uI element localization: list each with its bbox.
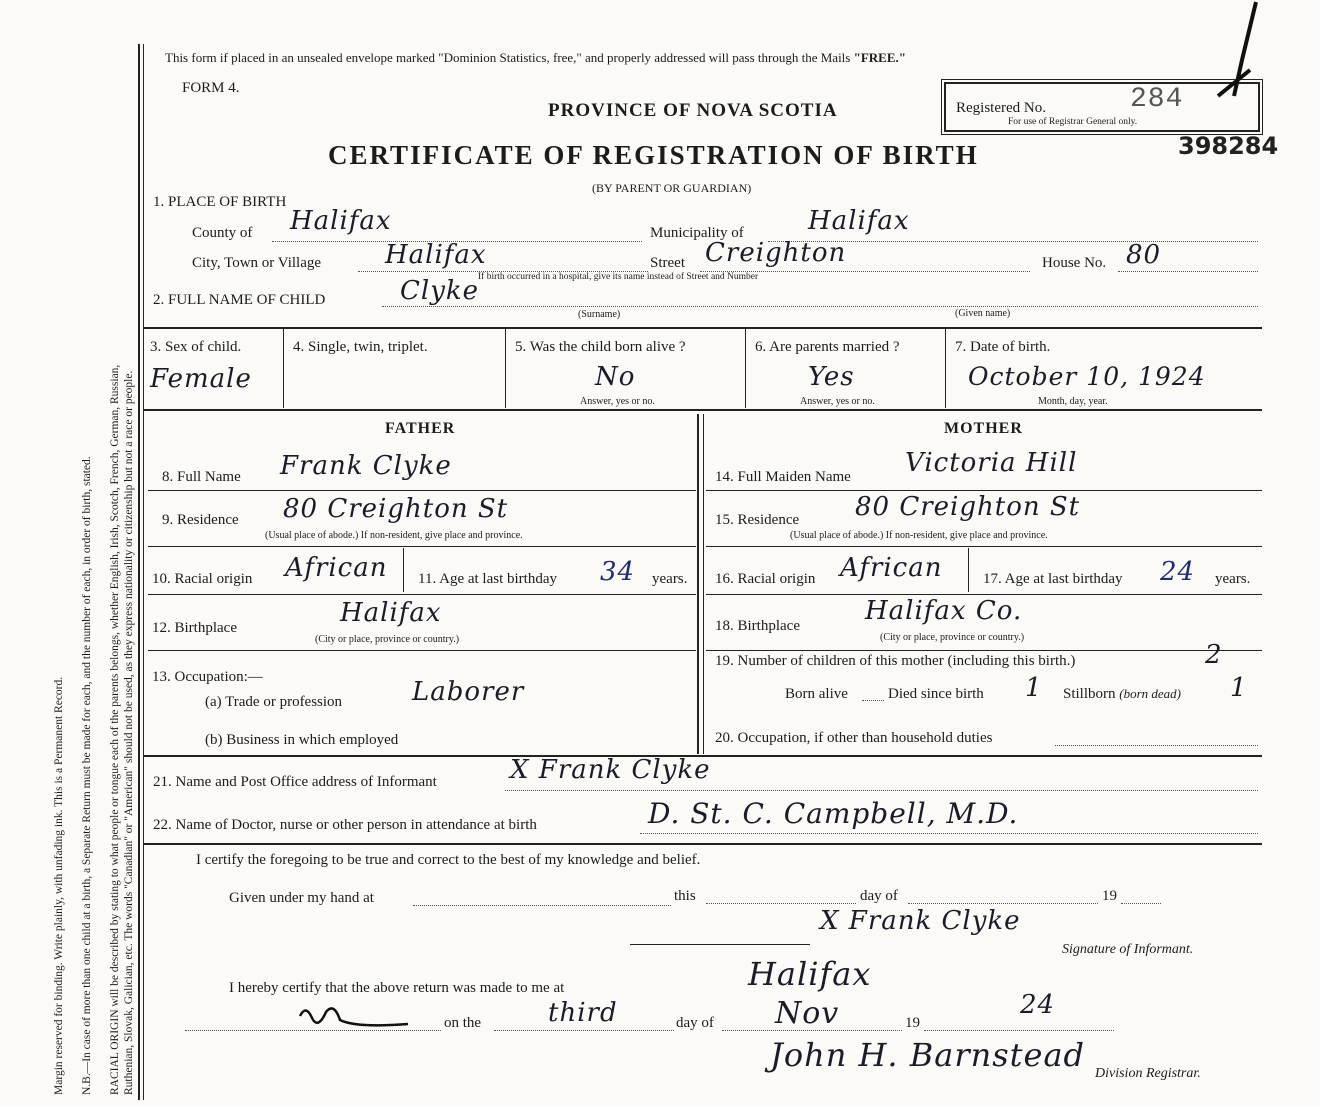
form-left-border-inner [143, 44, 144, 1100]
check-mark [1208, 0, 1268, 100]
stillborn-note: (born dead) [1119, 686, 1182, 701]
mother-row-rule-3 [706, 594, 1262, 595]
father-name-label: 8. Full Name [162, 469, 241, 485]
place-of-birth-heading: 1. PLACE OF BIRTH [153, 194, 287, 210]
municipality-label: Municipality of [650, 225, 744, 241]
stillborn-label [1063, 686, 1181, 703]
registrar-day-line [494, 1030, 674, 1031]
street-value: Creighton [705, 238, 847, 268]
given-place-line [413, 905, 671, 906]
postal-note-free: "FREE." [853, 50, 906, 65]
house-number-value: 80 [1126, 240, 1162, 270]
rule-after-row [144, 409, 1262, 411]
died-since-birth-label: Died since birth [888, 686, 984, 702]
child-surname-value: Clyke [400, 276, 480, 306]
house-number-label: House No. [1042, 255, 1107, 271]
father-mother-divider-2 [703, 414, 704, 754]
mother-years-label: years. [1215, 571, 1251, 587]
registered-label: Registered No. [956, 100, 1046, 116]
stillborn-value: 1 [1230, 673, 1248, 703]
father-heading: FATHER [385, 420, 456, 437]
margin-note-multiple-births: N.B.—In case of more than one child at a birth, a Separate Return must be made for each, and the number of each, in order of birth, stated. [81, 456, 93, 1095]
sex-value: Female [150, 364, 252, 394]
municipality-value: Halifax [808, 206, 910, 236]
certificate-title: CERTIFICATE OF REGISTRATION OF BIRTH [328, 140, 979, 170]
married-value: Yes [808, 362, 855, 392]
postal-note [165, 50, 906, 66]
married-caption: Answer, yes or no. [800, 396, 875, 407]
registrar-place-line [185, 1030, 441, 1031]
father-row-rule-3 [148, 594, 696, 595]
father-mother-divider [697, 414, 699, 754]
rule-before-certification [144, 843, 1262, 845]
mother-birthplace-label: 18. Birthplace [715, 618, 800, 634]
father-residence-caption: (Usual place of abode.) If non-resident, give place and province. [265, 530, 523, 541]
city-value: Halifax [385, 240, 487, 270]
doctor-value: D. St. C. Campbell, M.D. [648, 797, 1019, 830]
county-label: County of [192, 225, 253, 241]
this-label: this [674, 888, 696, 904]
born-alive-count-label: Born alive [785, 686, 848, 702]
day-of-label: day of [860, 888, 898, 904]
doctor-line [640, 833, 1258, 834]
mother-age-value: 24 [1160, 557, 1196, 587]
born-alive-label: 5. Was the child born alive ? [515, 339, 686, 355]
mother-residence-caption: (Usual place of abode.) If non-resident, give place and province. [790, 530, 1048, 541]
street-label: Street [650, 255, 685, 271]
mother-occupation-label: 20. Occupation, if other than household duties [715, 730, 993, 746]
registrar-day-of-label: day of [676, 1015, 714, 1031]
mother-race-label: 16. Racial origin [715, 571, 816, 587]
child-name-line [382, 306, 1258, 307]
mother-age-label: 17. Age at last birthday [983, 571, 1123, 587]
cert-year-prefix: 19 [1102, 888, 1117, 904]
father-row-rule-2 [148, 546, 696, 547]
informant-signature-caption: Signature of Informant. [1062, 942, 1194, 957]
born-alive-caption: Answer, yes or no. [580, 396, 655, 407]
father-trade-value: Laborer [412, 677, 525, 707]
form-left-border [138, 44, 140, 1100]
father-name-value: Frank Clyke [280, 451, 452, 481]
certification-statement: I certify the foregoing to be true and correct to the best of my knowledge and belief. [196, 852, 701, 868]
form-number: FORM 4. [182, 80, 240, 96]
month-line [908, 903, 1098, 904]
margin-note-racial-origin: RACIAL ORIGIN will be described by stating to what people or tongue each of the parents belongs, whether English, Irish, Scotch, French, German, Russian, [109, 364, 121, 1095]
certificate-subtitle: (BY PARENT OR GUARDIAN) [592, 181, 752, 195]
informant-label: 21. Name and Post Office address of Informant [153, 774, 437, 790]
father-occupation-label: 13. Occupation:— [152, 669, 263, 685]
registrar-caption: Division Registrar. [1095, 1066, 1201, 1081]
col-div-1 [283, 329, 284, 408]
house-number-line [1118, 271, 1258, 272]
mother-birthplace-caption: (City or place, province or country.) [880, 632, 1025, 643]
mother-row-rule-4 [706, 650, 1262, 651]
cert-year-line [1121, 903, 1161, 904]
registered-value: 284 [1130, 84, 1184, 115]
mother-name-label: 14. Full Maiden Name [715, 469, 851, 485]
doctor-label: 22. Name of Doctor, nurse or other person in attendance at birth [153, 817, 537, 833]
sex-label: 3. Sex of child. [150, 339, 242, 355]
mother-age-divider [968, 548, 969, 592]
registrar-month-line [722, 1030, 902, 1031]
postal-note-text: This form if placed in an unsealed envelope marked "Dominion Statistics, free," and properly addressed will pass through the Mails [165, 50, 854, 65]
mother-children-value: 2 [1205, 640, 1223, 670]
mother-heading: MOTHER [944, 420, 1023, 437]
father-race-value: African [285, 553, 388, 583]
born-alive-count-line [862, 700, 884, 701]
registrar-place-value: Halifax [748, 955, 872, 993]
father-business-label: (b) Business in which employed [205, 732, 399, 748]
father-years-label: years. [652, 571, 688, 587]
city-label: City, Town or Village [192, 255, 322, 271]
on-the-label: on the [444, 1015, 482, 1031]
col-div-4 [945, 329, 946, 408]
given-name-caption: (Given name) [955, 308, 1011, 319]
father-birthplace-label: 12. Birthplace [152, 620, 237, 636]
street-note: If birth occurred in a hospital, give its name instead of Street and Number [478, 272, 759, 282]
father-age-label: 11. Age at last birthday [418, 571, 557, 587]
this-day-line [706, 903, 856, 904]
dob-caption: Month, day, year. [1038, 396, 1108, 407]
stamp-number: 398284 [1178, 132, 1279, 160]
mother-occupation-line [1055, 745, 1258, 746]
surname-caption: (Surname) [578, 309, 621, 320]
mother-race-value: African [840, 553, 943, 583]
registrar-signature: John H. Barnstead [770, 1036, 1086, 1074]
rule-after-name [144, 327, 1262, 329]
mother-birthplace-value: Halifax Co. [865, 596, 1023, 626]
father-row-rule-4 [148, 650, 696, 651]
father-birthplace-caption: (City or place, province or country.) [315, 634, 460, 645]
father-residence-label: 9. Residence [162, 512, 239, 528]
informant-line [505, 790, 1258, 791]
registrar-year-line [924, 1030, 1114, 1031]
margin-note-binding: Margin reserved for binding. Write plainly, with unfading ink. This is a Permanent Record. [53, 676, 65, 1095]
col-div-3 [745, 329, 746, 408]
registrar-note: For use of Registrar General only. [1008, 117, 1138, 127]
registrar-flourish [296, 998, 416, 1038]
dob-value: October 10, 1924 [968, 362, 1206, 391]
stillborn-label-text: Stillborn [1063, 686, 1116, 702]
born-alive-value: No [595, 362, 636, 392]
mother-residence-label: 15. Residence [715, 512, 800, 528]
county-value: Halifax [290, 206, 392, 236]
father-residence-value: 80 Creighton St [283, 494, 509, 524]
mother-children-label: 19. Number of children of this mother (including this birth.) [715, 653, 1076, 669]
registrar-year-prefix: 19 [905, 1015, 920, 1031]
mother-name-value: Victoria Hill [905, 448, 1078, 478]
father-row-rule-1 [148, 490, 696, 491]
registrar-month-value: Nov [775, 996, 840, 1031]
given-under-hand-label: Given under my hand at [229, 890, 374, 906]
informant-signature: X Frank Clyke [820, 906, 1021, 936]
father-age-divider [403, 548, 404, 592]
registrar-day-value: third [548, 998, 618, 1028]
father-race-label: 10. Racial origin [152, 571, 253, 587]
mother-row-rule-2 [706, 546, 1262, 547]
province-heading: PROVINCE OF NOVA SCOTIA [548, 100, 838, 121]
col-div-2 [505, 329, 506, 408]
married-label: 6. Are parents married ? [755, 339, 900, 355]
informant-value: X Frank Clyke [510, 755, 711, 785]
mother-row-rule-1 [706, 490, 1262, 491]
died-since-birth-value: 1 [1025, 673, 1043, 703]
father-trade-label: (a) Trade or profession [205, 694, 343, 710]
dob-label: 7. Date of birth. [955, 339, 1051, 355]
father-birthplace-value: Halifax [340, 598, 442, 628]
registrar-year-value: 24 [1020, 990, 1056, 1020]
street-line [700, 271, 1030, 272]
father-age-value: 34 [600, 557, 636, 587]
registrar-statement: I hereby certify that the above return was made to me at [229, 980, 565, 996]
child-name-label: 2. FULL NAME OF CHILD [153, 292, 326, 308]
multiple-birth-label: 4. Single, twin, triplet. [293, 339, 428, 355]
informant-signature-line [630, 944, 810, 945]
margin-note-racial-origin-cont: Ruthenian, Slovak, Galician, etc. The words "Canadian" or "American" should not be used, as they express nationality or citizenship but not a race or people. [123, 370, 135, 1095]
mother-residence-value: 80 Creighton St [855, 492, 1081, 522]
